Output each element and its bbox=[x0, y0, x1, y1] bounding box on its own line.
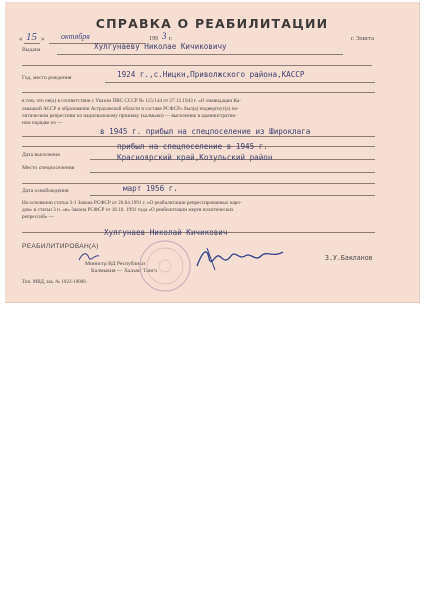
body-line-2: лмыцкой АССР и образовании Астраханской области в составе РСФСР» был(а) подвергнут(а) по- bbox=[22, 106, 239, 112]
official-stamp bbox=[137, 238, 193, 294]
date-day-line bbox=[24, 43, 40, 44]
date-year-suffix: 3 bbox=[162, 31, 167, 41]
birth-line bbox=[105, 82, 375, 83]
minister-name: З.У.Бакланов bbox=[325, 254, 373, 262]
issued-line bbox=[57, 54, 343, 55]
settlement-label: Место спецпоселения bbox=[22, 165, 75, 171]
date-year-end: г. bbox=[169, 36, 173, 42]
release-date-label: Дата освобождения bbox=[22, 188, 69, 194]
printer-line: Тип. МВД, зак. № 1023-10000. bbox=[22, 280, 87, 285]
rehabilitated-name: Хулгунаев Николай Кичикович bbox=[104, 228, 228, 237]
release-line bbox=[90, 195, 375, 196]
date-quote-close: » bbox=[41, 35, 45, 43]
ministry-line-2: Калмыкия — Хальмг Тангч bbox=[91, 268, 157, 274]
eviction-date-value: прибыл на спецпоселение в 1945 г. bbox=[117, 142, 268, 151]
basis-line-1: На основании статьи 3-1 Закона РСФСР от 26.04.1991 г. «О реабилитации репрессированных наро- bbox=[22, 200, 242, 206]
date-month: октября bbox=[61, 32, 90, 41]
exile-line bbox=[22, 136, 375, 137]
rehabilitated-label: РЕАБИЛИТИРОВАН(А) bbox=[22, 243, 99, 250]
settlement-value: Красноярский край,Козульский район bbox=[117, 153, 273, 162]
issued-line-2 bbox=[22, 65, 372, 66]
eviction-date-label: Дата выселения bbox=[22, 152, 60, 158]
issued-label: Выдана bbox=[22, 47, 41, 53]
basis-line-3: репрессий» — bbox=[22, 214, 54, 220]
initials-mark bbox=[77, 250, 101, 264]
birth-line-2 bbox=[22, 92, 375, 93]
city-label: г. Элиста bbox=[351, 36, 374, 42]
basis-line-2: дов» и статьи 3 п. «в» Закона РСФСР от 18.10. 1991 года «О реабилитации жертв политических bbox=[22, 207, 234, 213]
body-line-1: в том, что он(а) в соответствии с Указом ПВС СССР № 115/144 от 27.12.1943 г. «О ликвидации Ка- bbox=[22, 98, 241, 104]
body-line-3: литическим репрессиям по национальному признаку (калмыки) — выселению в административ- bbox=[22, 113, 237, 119]
date-year-prefix: 199 bbox=[149, 36, 158, 42]
date-quote: « bbox=[19, 35, 23, 43]
settlement-line-2 bbox=[22, 183, 375, 184]
signature bbox=[193, 244, 289, 272]
birth-label: Год, место рождения bbox=[22, 75, 72, 81]
exile-from-value: в 1945 г. прибыл на спецпоселение из Широклага bbox=[100, 127, 311, 136]
body-line-4: ном порядке из — bbox=[22, 120, 63, 126]
date-day: 15 bbox=[26, 31, 37, 43]
certificate-sheet bbox=[5, 2, 420, 303]
release-date-value: март 1956 г. bbox=[123, 184, 178, 193]
issued-to-value: Хулгунаеву Николае Кичиковичу bbox=[94, 42, 227, 51]
certificate-title: СПРАВКА О РЕАБИЛИТАЦИИ bbox=[95, 16, 329, 31]
birth-value: 1924 г.,с.Ницкн,Приволжского района,КАССР bbox=[117, 70, 305, 79]
settlement-line bbox=[90, 172, 375, 173]
ministry-line-1: Министр ВД Республики bbox=[85, 261, 145, 267]
